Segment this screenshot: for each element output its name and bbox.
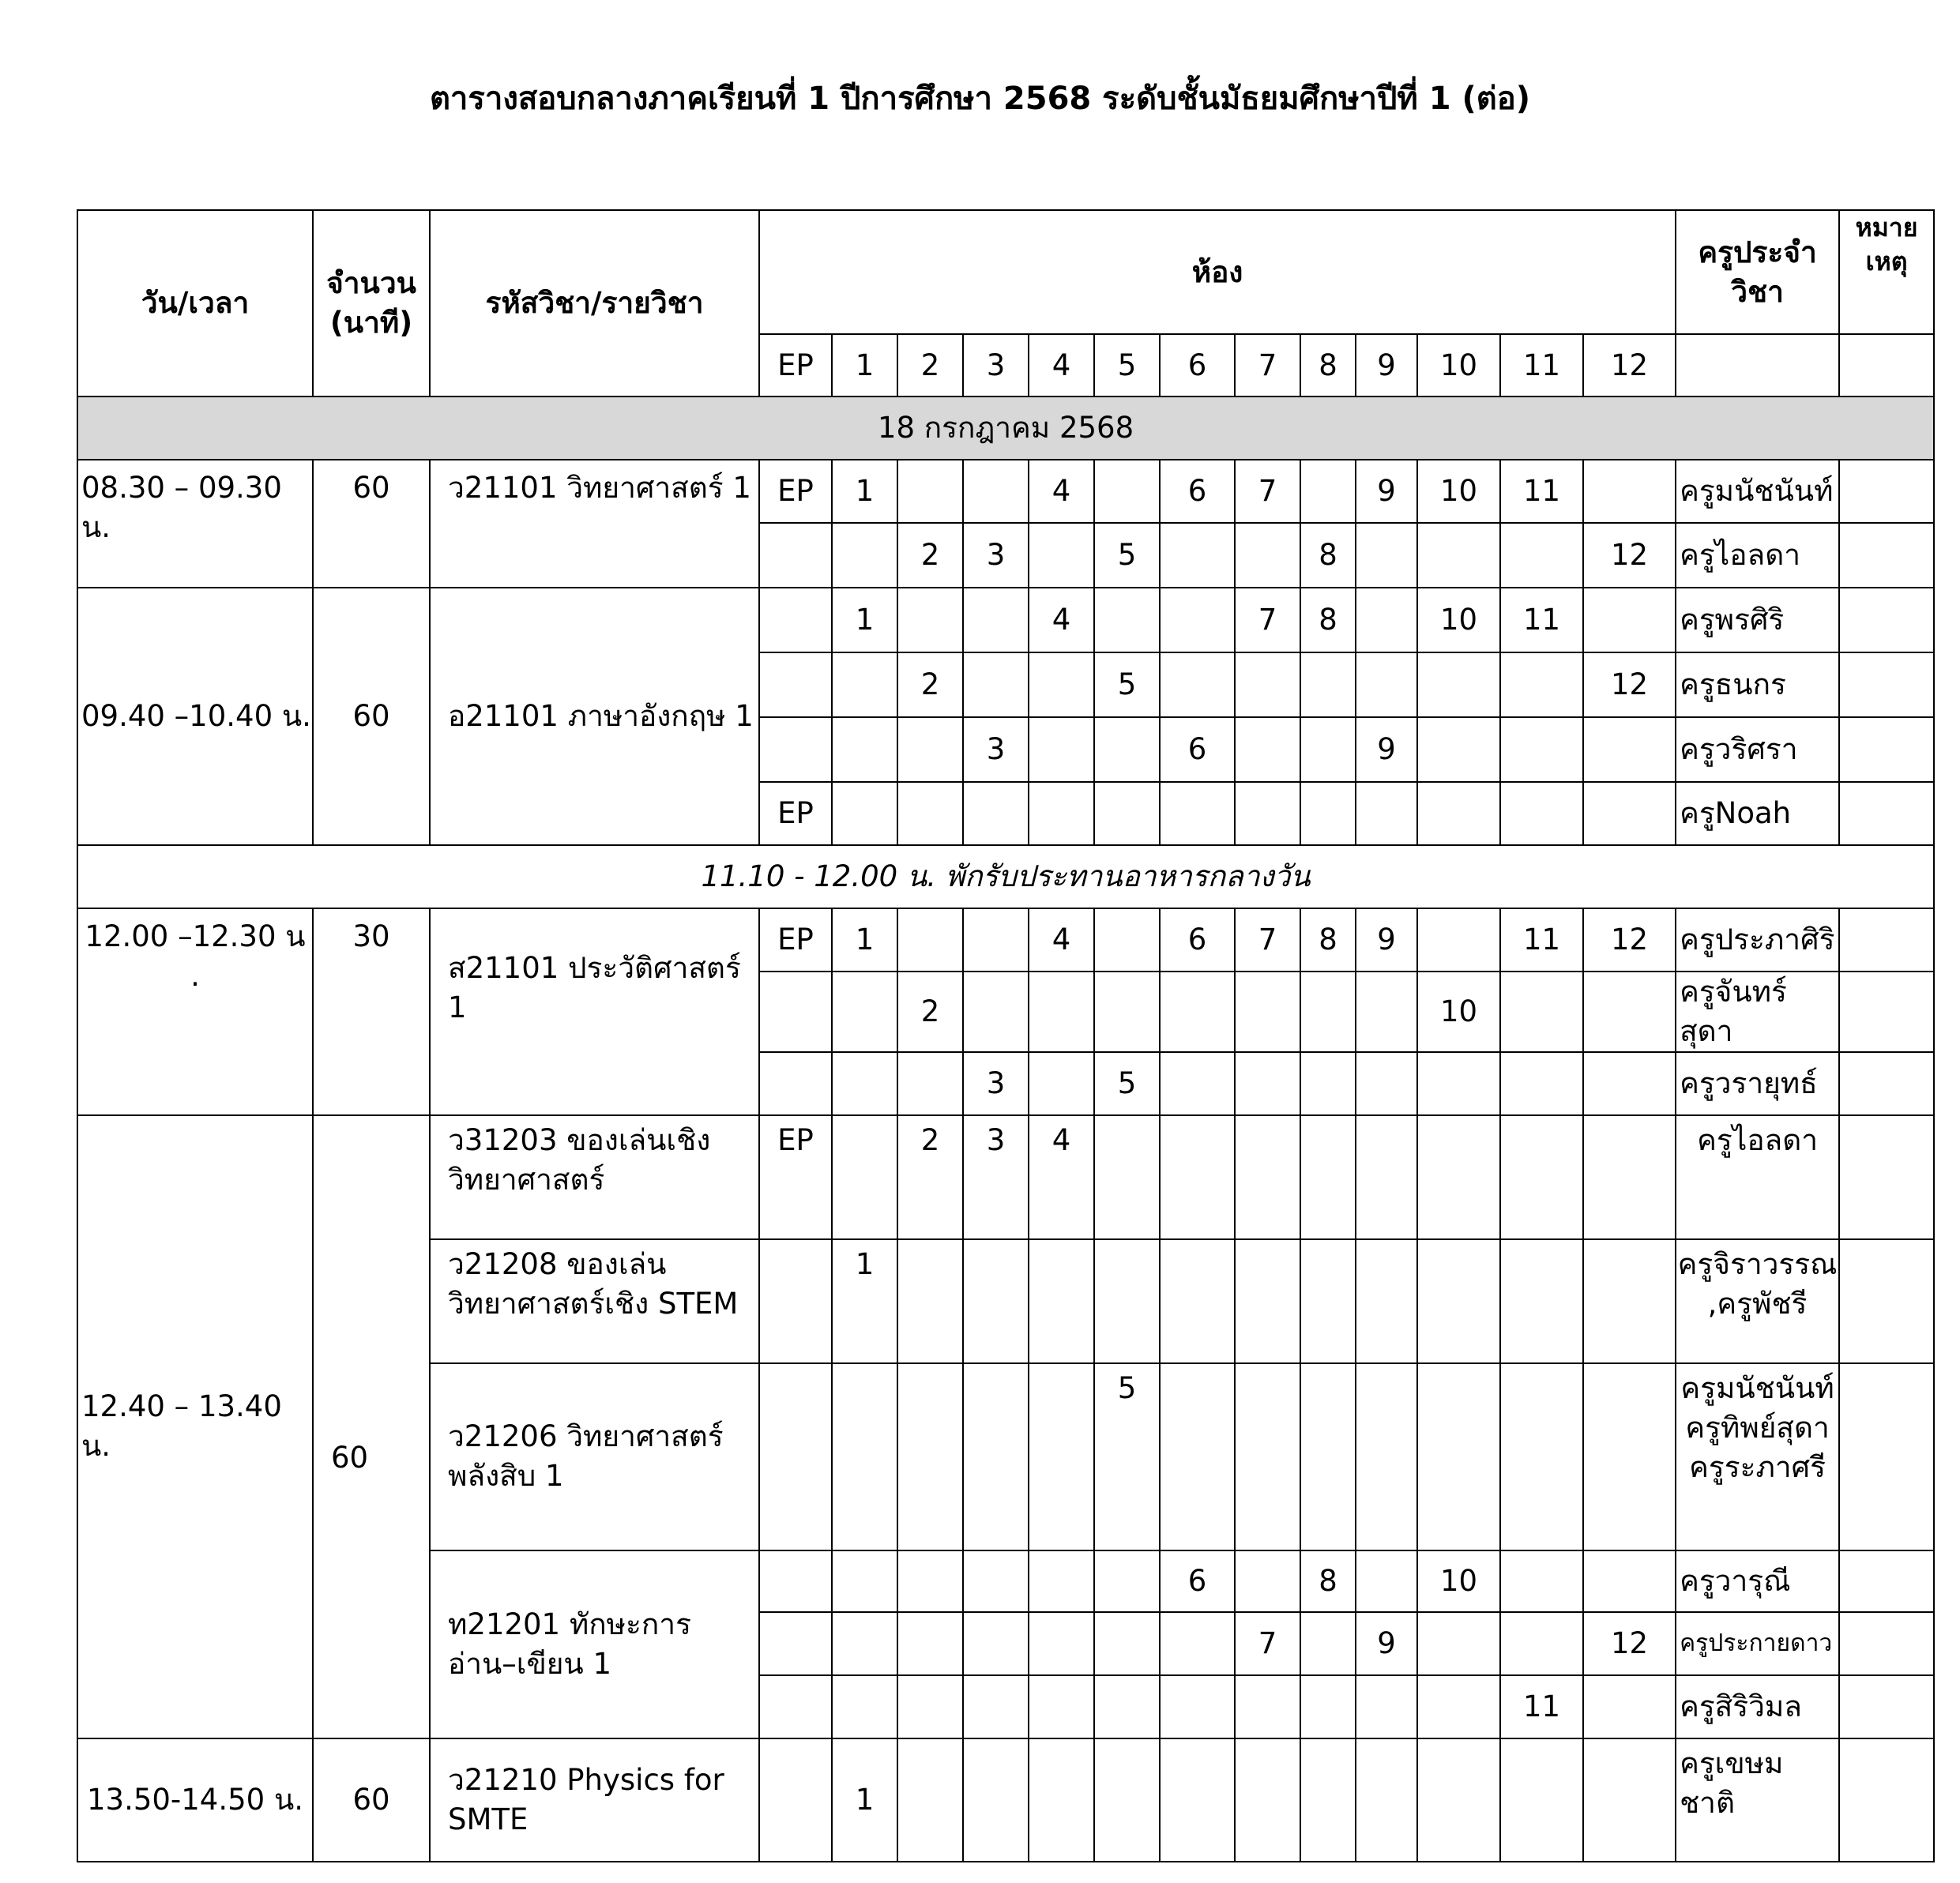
room-cell [1094,1239,1160,1363]
room-cell [832,972,897,1052]
room-cell [759,1612,832,1675]
room-cell [1235,652,1300,717]
slot2-minutes: 60 [313,588,430,845]
room-cell [963,1363,1029,1550]
slot4-sub1-teacher: ครูไอลดา [1676,1115,1839,1239]
room-cell [1583,717,1676,782]
room-cell [1300,1363,1356,1550]
room-cell [897,908,963,972]
slot2-row2-teacher: ครูธนกร [1676,652,1839,717]
note-cell [1839,972,1934,1052]
room-cell [1583,1115,1676,1239]
room-cell [759,717,832,782]
room-cell: 10 [1417,1550,1500,1612]
room-cell [963,908,1029,972]
slot2-time: 09.40 –10.40 น. [77,588,313,845]
room-cell: 6 [1160,908,1235,972]
room-cell: 4 [1029,588,1094,652]
room-cell [1160,652,1235,717]
room-cell: 12 [1583,1612,1676,1675]
room-cell [963,1675,1029,1738]
room-cell: 9 [1356,908,1417,972]
room-cell [1300,1052,1356,1115]
room-cell [1160,588,1235,652]
slot1-time: 08.30 – 09.30 น. [77,460,313,588]
room-cell: 7 [1235,588,1300,652]
room-cell: 9 [1356,1612,1417,1675]
note-cell [1839,588,1934,652]
room-cell: EP [759,1115,832,1239]
slot3-minutes: 30 [313,908,430,1115]
slot5-time: 13.50-14.50 น. [77,1738,313,1862]
room-cell [897,1363,963,1550]
note-cell [1839,1738,1934,1862]
room-cell [1235,1550,1300,1612]
note-cell [1839,1052,1934,1115]
room-cell: 2 [897,1115,963,1239]
room-cell [759,1550,832,1612]
room-cell: 3 [963,1052,1029,1115]
room-cell [1094,1550,1160,1612]
room-cell [1583,1738,1676,1862]
slot2-subject: อ21101 ภาษาอังกฤษ 1 [430,588,759,845]
slot4-sub4-subject: ท21201 ทักษะการ อ่าน–เขียน 1 [430,1550,759,1738]
room-cell [1160,1115,1235,1239]
room-cell: EP [759,460,832,523]
room-cell [1029,1363,1094,1550]
room-cell: 10 [1417,460,1500,523]
room-cell: 11 [1500,1675,1583,1738]
room-cell: 6 [1160,334,1235,397]
room-cell [1094,972,1160,1052]
empty-cell [1839,334,1934,397]
room-cell [1417,1675,1500,1738]
room-cell [1356,1550,1417,1612]
room-cell: 1 [832,1738,897,1862]
room-cell: 12 [1583,652,1676,717]
slot4-sub2-subject: ว21208 ของเล่น วิทยาศาสตร์เชิง STEM [430,1239,759,1363]
room-cell [1300,460,1356,523]
room-cell: 10 [1417,972,1500,1052]
room-cell [1417,652,1500,717]
room-cell [1029,1239,1094,1363]
room-cell [1160,523,1235,588]
room-cell: 12 [1583,908,1676,972]
header-rooms: ห้อง [759,210,1676,334]
room-cell [1417,782,1500,845]
slot4-sub4-row3-teacher: ครูสิริวิมล [1676,1675,1839,1738]
exam-schedule-table [77,209,1935,1862]
note-cell [1839,717,1934,782]
room-cell [1583,1363,1676,1550]
room-cell [1094,588,1160,652]
room-cell: EP [759,908,832,972]
room-cell [1235,1738,1300,1862]
room-cell: 2 [897,972,963,1052]
room-cell [1356,1363,1417,1550]
page-title: ตารางสอบกลางภาคเรียนที่ 1 ปีการศึกษา 2568 ระดับชั้นมัธยมศึกษาปีที่ 1 (ต่อ) [429,81,1531,117]
room-cell [1583,1239,1676,1363]
room-cell [963,1738,1029,1862]
room-cell [1583,1550,1676,1612]
room-cell: EP [759,334,832,397]
header-note: หมาย เหตุ [1839,210,1934,334]
room-cell: 1 [832,334,897,397]
room-cell [1094,1115,1160,1239]
note-cell [1839,523,1934,588]
room-cell [832,652,897,717]
room-cell: 1 [832,908,897,972]
room-cell [832,782,897,845]
note-cell [1839,1550,1934,1612]
note-cell [1839,1612,1934,1675]
room-cell [759,588,832,652]
room-cell [1235,782,1300,845]
room-cell: 7 [1235,460,1300,523]
note-cell [1839,1239,1934,1363]
header-teacher: ครูประจำ วิชา [1676,210,1839,334]
room-cell: 4 [1029,460,1094,523]
room-cell [1094,717,1160,782]
room-cell [1094,460,1160,523]
slot2-row4-teacher: ครูNoah [1676,782,1839,845]
room-cell [1356,652,1417,717]
room-cell [832,1550,897,1612]
room-cell [1417,1239,1500,1363]
room-cell: 4 [1029,908,1094,972]
empty-cell [1676,334,1839,397]
note-cell [1839,782,1934,845]
room-cell [832,1115,897,1239]
room-cell [759,1738,832,1862]
room-cell [1417,717,1500,782]
slot4-time: 12.40 – 13.40 น. [77,1115,313,1738]
room-cell [1417,1363,1500,1550]
room-cell: 11 [1500,334,1583,397]
room-cell [1356,972,1417,1052]
slot3-subject: ส21101 ประวัติศาสตร์ 1 [430,908,759,1115]
room-cell: 8 [1300,908,1356,972]
room-cell: 3 [963,334,1029,397]
room-cell [1235,972,1300,1052]
room-cell: 5 [1094,1363,1160,1550]
slot1-minutes: 60 [313,460,430,588]
room-cell [1029,1550,1094,1612]
room-cell [1500,1115,1583,1239]
room-cell [1500,1738,1583,1862]
room-cell: 9 [1356,334,1417,397]
room-cell [1029,717,1094,782]
room-cell [897,1738,963,1862]
room-cell [963,972,1029,1052]
room-cell [1583,588,1676,652]
room-cell: 3 [963,1115,1029,1239]
room-cell: 2 [897,523,963,588]
room-cell: 10 [1417,588,1500,652]
room-cell: 9 [1356,717,1417,782]
room-cell [1300,1675,1356,1738]
room-cell [1235,1115,1300,1239]
lunch-break-row: 11.10 - 12.00 น. พักรับประทานอาหารกลางวัน [77,845,1934,908]
room-cell [1500,717,1583,782]
slot3-row2-teacher: ครูจันทร์สุดา [1676,972,1839,1052]
room-cell [897,1550,963,1612]
room-cell [1029,652,1094,717]
room-cell [1300,652,1356,717]
room-cell [1094,782,1160,845]
room-cell [1235,717,1300,782]
room-cell [1417,1612,1500,1675]
slot2-row1-teacher: ครูพรศิริ [1676,588,1839,652]
slot4-sub4-row2-teacher: ครูประกายดาว [1676,1612,1839,1675]
room-cell [1356,1239,1417,1363]
room-cell [963,782,1029,845]
slot4-sub3-teacher: ครูมนัชนันท์ ครูทิพย์สุดา ครูระภาศรี [1676,1363,1839,1550]
room-cell: 12 [1583,523,1676,588]
room-cell [897,588,963,652]
room-cell [1417,1052,1500,1115]
note-cell [1839,1675,1934,1738]
room-cell [963,1239,1029,1363]
room-cell [1235,523,1300,588]
room-cell: 3 [963,717,1029,782]
room-cell: 4 [1029,334,1094,397]
room-cell [759,1363,832,1550]
room-cell [1500,1239,1583,1363]
room-cell [759,1052,832,1115]
room-cell [759,652,832,717]
room-cell: 7 [1235,1612,1300,1675]
slot4-sub1-subject: ว31203 ของเล่นเชิง วิทยาศาสตร์ [430,1115,759,1239]
room-cell [1300,972,1356,1052]
room-cell [1356,1738,1417,1862]
room-cell: 2 [897,652,963,717]
room-cell: 6 [1160,717,1235,782]
room-cell: 9 [1356,460,1417,523]
room-cell [897,1675,963,1738]
room-cell [963,652,1029,717]
room-cell [1235,1363,1300,1550]
room-cell [1500,1363,1583,1550]
slot4-sub4-row1-teacher: ครูวารุณี [1676,1550,1839,1612]
room-cell [1029,782,1094,845]
room-cell [1300,1738,1356,1862]
slot4-sub3-subject: ว21206 วิทยาศาสตร์ พลังสิบ 1 [430,1363,759,1550]
room-cell [1300,1612,1356,1675]
room-cell [1500,1052,1583,1115]
room-cell [1583,972,1676,1052]
room-cell [1500,652,1583,717]
room-cell [1500,523,1583,588]
room-cell: 10 [1417,334,1500,397]
note-cell [1839,908,1934,972]
room-cell [1029,972,1094,1052]
room-cell [832,1675,897,1738]
slot1-subject: ว21101 วิทยาศาสตร์ 1 [430,460,759,588]
room-cell [1300,1239,1356,1363]
room-cell [897,1612,963,1675]
room-cell [897,782,963,845]
room-cell: 8 [1300,588,1356,652]
room-cell [759,972,832,1052]
room-cell [1235,1052,1300,1115]
room-cell [832,523,897,588]
room-cell: 2 [897,334,963,397]
slot4-minutes: 60 [313,1115,430,1738]
room-cell [1160,782,1235,845]
note-cell [1839,1363,1934,1550]
room-cell [963,1612,1029,1675]
room-cell [1356,1115,1417,1239]
room-cell: 1 [832,588,897,652]
room-cell: 5 [1094,523,1160,588]
room-cell: 3 [963,523,1029,588]
room-cell [1160,1239,1235,1363]
slot5-minutes: 60 [313,1738,430,1862]
room-cell [1356,588,1417,652]
room-cell [1417,1738,1500,1862]
room-cell [897,1052,963,1115]
room-cell [1583,1052,1676,1115]
slot1-row2-teacher: ครูไอลดา [1676,523,1839,588]
room-cell [1160,972,1235,1052]
room-cell: 11 [1500,908,1583,972]
room-cell [1300,1115,1356,1239]
slot3-row3-teacher: ครูวรายุทธ์ [1676,1052,1839,1115]
room-cell [963,460,1029,523]
room-cell: 5 [1094,334,1160,397]
room-cell: 8 [1300,523,1356,588]
room-cell [897,460,963,523]
note-cell [1839,460,1934,523]
room-cell [963,588,1029,652]
header-minutes: จำนวน (นาที) [313,210,430,397]
room-cell [1160,1675,1235,1738]
room-cell [759,523,832,588]
room-cell [897,1239,963,1363]
date-row: 18 กรกฎาคม 2568 [77,397,1934,460]
room-cell [1583,782,1676,845]
room-cell: 1 [832,460,897,523]
room-cell [759,1675,832,1738]
slot3-time: 12.00 –12.30 น . [77,908,313,1115]
room-cell [1029,1612,1094,1675]
room-cell [1029,1675,1094,1738]
room-cell: 12 [1583,334,1676,397]
room-cell [1094,1612,1160,1675]
slot1-row1-teacher: ครูมนัชนันท์ [1676,460,1839,523]
room-cell: 11 [1500,460,1583,523]
room-cell: 5 [1094,652,1160,717]
room-cell: EP [759,782,832,845]
note-cell [1839,652,1934,717]
room-cell [1417,523,1500,588]
room-cell [1029,1052,1094,1115]
room-cell [1583,1675,1676,1738]
room-cell: 7 [1235,908,1300,972]
room-cell [963,1550,1029,1612]
room-cell [832,1363,897,1550]
room-cell: 1 [832,1239,897,1363]
room-cell [1235,1239,1300,1363]
header-day-time: วัน/เวลา [77,210,313,397]
room-cell [1356,1052,1417,1115]
room-cell [1029,1738,1094,1862]
room-cell [1417,1115,1500,1239]
room-cell [832,1612,897,1675]
room-cell [1160,1363,1235,1550]
room-cell [1160,1738,1235,1862]
room-cell: 8 [1300,1550,1356,1612]
room-cell [1356,523,1417,588]
room-cell [832,717,897,782]
room-cell [1094,1738,1160,1862]
room-cell: 6 [1160,460,1235,523]
room-cell [1500,972,1583,1052]
room-cell [1029,523,1094,588]
room-cell [1300,782,1356,845]
slot3-row1-teacher: ครูประภาศิริ [1676,908,1839,972]
room-cell: 4 [1029,1115,1094,1239]
slot4-sub2-teacher: ครูจิราวรรณ ,ครูพัชรี [1676,1239,1839,1363]
room-cell: 11 [1500,588,1583,652]
room-cell [1160,1052,1235,1115]
room-cell [1583,460,1676,523]
room-cell [832,1052,897,1115]
room-cell [759,1239,832,1363]
room-cell [1500,1550,1583,1612]
room-cell [897,717,963,782]
slot5-teacher: ครูเขษมชาติ [1676,1738,1839,1862]
room-cell [1160,1612,1235,1675]
room-cell: 5 [1094,1052,1160,1115]
room-cell [1417,908,1500,972]
room-cell [1500,1612,1583,1675]
room-cell [1356,1675,1417,1738]
room-cell [1094,1675,1160,1738]
room-cell [1300,717,1356,782]
room-cell: 6 [1160,1550,1235,1612]
room-cell [1500,782,1583,845]
room-cell [1235,1675,1300,1738]
header-subject: รหัสวิชา/รายวิชา [430,210,759,397]
note-cell [1839,1115,1934,1239]
room-cell [1356,782,1417,845]
room-cell: 7 [1235,334,1300,397]
slot2-row3-teacher: ครูวริศรา [1676,717,1839,782]
room-cell: 8 [1300,334,1356,397]
room-cell [1094,908,1160,972]
slot5-subject: ว21210 Physics for SMTE [430,1738,759,1862]
